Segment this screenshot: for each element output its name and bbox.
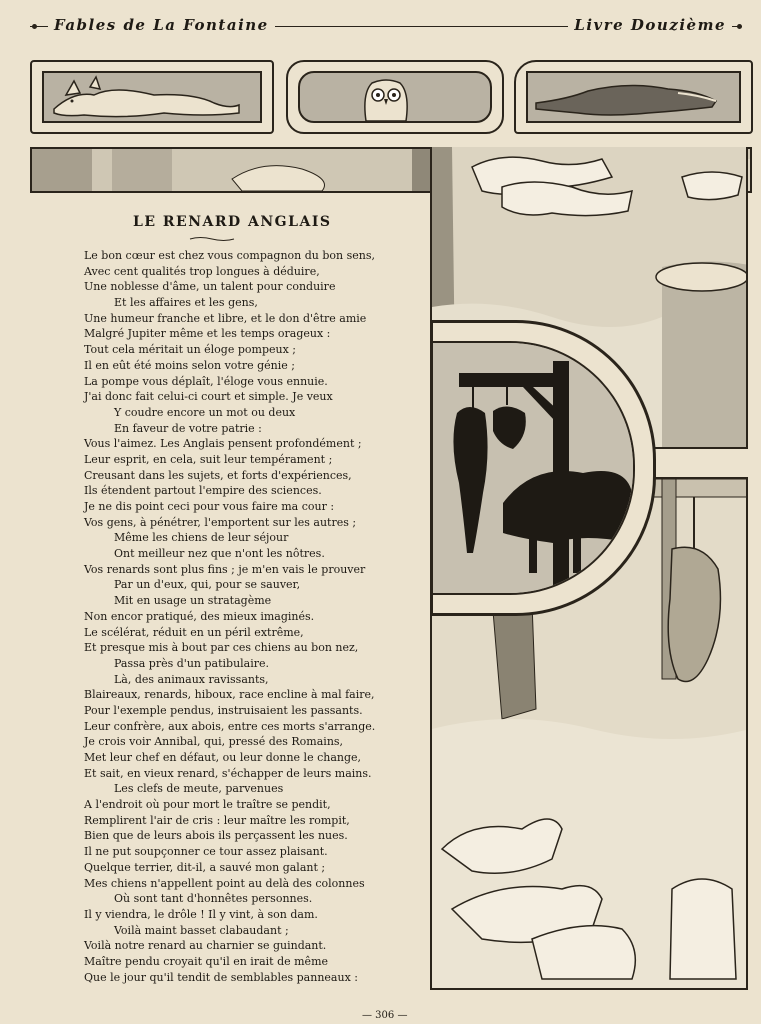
- poem-line: Une humeur franche et libre, et le don d'être amie: [84, 311, 367, 325]
- poem-line: Quelque terrier, dit-il, a sauvé mon galant ;: [84, 860, 326, 874]
- poem-line: Pour l'exemple pendus, instruisaient les passants.: [84, 703, 363, 717]
- poem-line: Leur confrère, aux abois, entre ces morts s'arrange.: [84, 719, 376, 733]
- running-header: [30, 14, 742, 42]
- header-section-title: Livre Douzième: [568, 16, 732, 34]
- poem-line: Il y viendra, le drôle ! Il y vint, à son dam.: [84, 907, 318, 921]
- poem-line: Il ne put soupçonner ce tour assez plaisant.: [84, 845, 328, 859]
- header-ornament-right: [737, 24, 742, 29]
- poem-line: Vous l'aimez. Les Anglais pensent profondément ;: [84, 437, 362, 451]
- poem-line: Par un d'eux, qui, pour se sauver,: [114, 578, 301, 592]
- poem-line: Une noblesse d'âme, un talent pour conduire: [84, 280, 336, 294]
- poem-title: LE RENARD ANGLAIS: [133, 214, 332, 230]
- poem-line: Malgré Jupiter même et les temps orageux :: [84, 327, 331, 341]
- poem-line: Le scélérat, réduit en un péril extrême,: [84, 625, 304, 639]
- poem-line: A l'endroit où pour mort le traître se pendit,: [84, 798, 331, 812]
- poem-line: Tout cela méritait un éloge pompeux ;: [84, 343, 296, 357]
- header-book-title: Fables de La Fontaine: [48, 16, 275, 34]
- gallows-silhouette-illustration: [433, 343, 633, 593]
- header-ornament-left: [32, 24, 37, 29]
- poem-line: Et presque mis à bout par ces chiens au bon nez,: [84, 641, 359, 655]
- owl-illustration: [300, 73, 472, 121]
- poem-line: Voilà maint basset clabaudant ;: [114, 923, 289, 937]
- poem-line: Mes chiens n'appellent point au delà des colonnes: [84, 876, 365, 890]
- poem-line: Vos gens, à pénétrer, l'emportent sur les autres ;: [84, 515, 357, 529]
- page-number: — 306 —: [362, 1010, 408, 1021]
- poem-line: Je crois voir Annibal, qui, pressé des Romains,: [84, 735, 344, 749]
- poem-line: J'ai donc fait celui-ci court et simple. Je veux: [84, 390, 333, 404]
- poem-line: Passa près d'un patibulaire.: [114, 656, 270, 670]
- poem-line: Leur esprit, en cela, suit leur tempérament ;: [84, 452, 333, 466]
- poem-line: La pompe vous déplaît, l'éloge vous ennuie.: [84, 374, 328, 388]
- poem-line: En faveur de votre patrie :: [114, 421, 262, 435]
- poem-line: Creusant dans les sujets, et forts d'expériences,: [84, 468, 352, 482]
- band-badger-panel: [514, 60, 753, 134]
- poem-line: Non encor pratiqué, des mieux imaginés.: [84, 609, 315, 623]
- poem-line: Là, des animaux ravissants,: [114, 672, 269, 686]
- title-ornament: [188, 236, 236, 242]
- poem-line: Ils étendent partout l'empire des sciences.: [84, 484, 322, 498]
- poem-line: Mit en usage un stratagème: [114, 594, 272, 608]
- poem-line: Les clefs de meute, parvenues: [114, 782, 284, 796]
- poem-body: [84, 248, 424, 985]
- poem-line: Et sait, en vieux renard, s'échapper de leurs mains.: [84, 766, 372, 780]
- poem-line: Je ne dis point ceci pour vous faire ma cour :: [84, 500, 335, 513]
- poem-line: Avec cent qualités trop longues à déduire,: [84, 264, 320, 278]
- poem-line: Vos renards sont plus fins ; je m'en vais le prouver: [84, 562, 366, 576]
- poem-line: Le bon cœur est chez vous compagnon du bon sens,: [84, 249, 376, 262]
- poem-line: Même les chiens de leur séjour: [114, 531, 289, 545]
- poem-line: Y coudre encore un mot ou deux: [114, 405, 296, 419]
- poem-line: Il en eût été moins selon votre génie ;: [84, 358, 295, 372]
- resting-fox-illustration: [44, 73, 242, 121]
- poem-line: Et les affaires et les gens,: [114, 296, 258, 310]
- poem-line: Voilà notre renard au charnier se guindant.: [84, 939, 327, 953]
- band-owl-panel: [286, 60, 504, 134]
- poem-line: Maître pendu croyait qu'il en irait de même: [84, 954, 329, 968]
- poem-line: Que le jour qu'il tendit de semblables panneaux :: [84, 970, 358, 984]
- band-fox-panel: [30, 60, 274, 134]
- poem-line: Remplirent l'air de cris : leur maître les rompit,: [84, 813, 350, 827]
- poem-line: Ont meilleur nez que n'ont les nôtres.: [114, 547, 325, 561]
- poem-line: Met leur chef en défaut, ou leur donne le change,: [84, 751, 362, 764]
- badger-illustration: [528, 73, 721, 121]
- poem-line: Bien que de leurs abois ils perçassent les nues.: [84, 829, 348, 843]
- poem-line: Blaireaux, renards, hiboux, race encline à mal faire,: [84, 688, 375, 702]
- poem-line: Où sont tant d'honnêtes personnes.: [114, 892, 313, 906]
